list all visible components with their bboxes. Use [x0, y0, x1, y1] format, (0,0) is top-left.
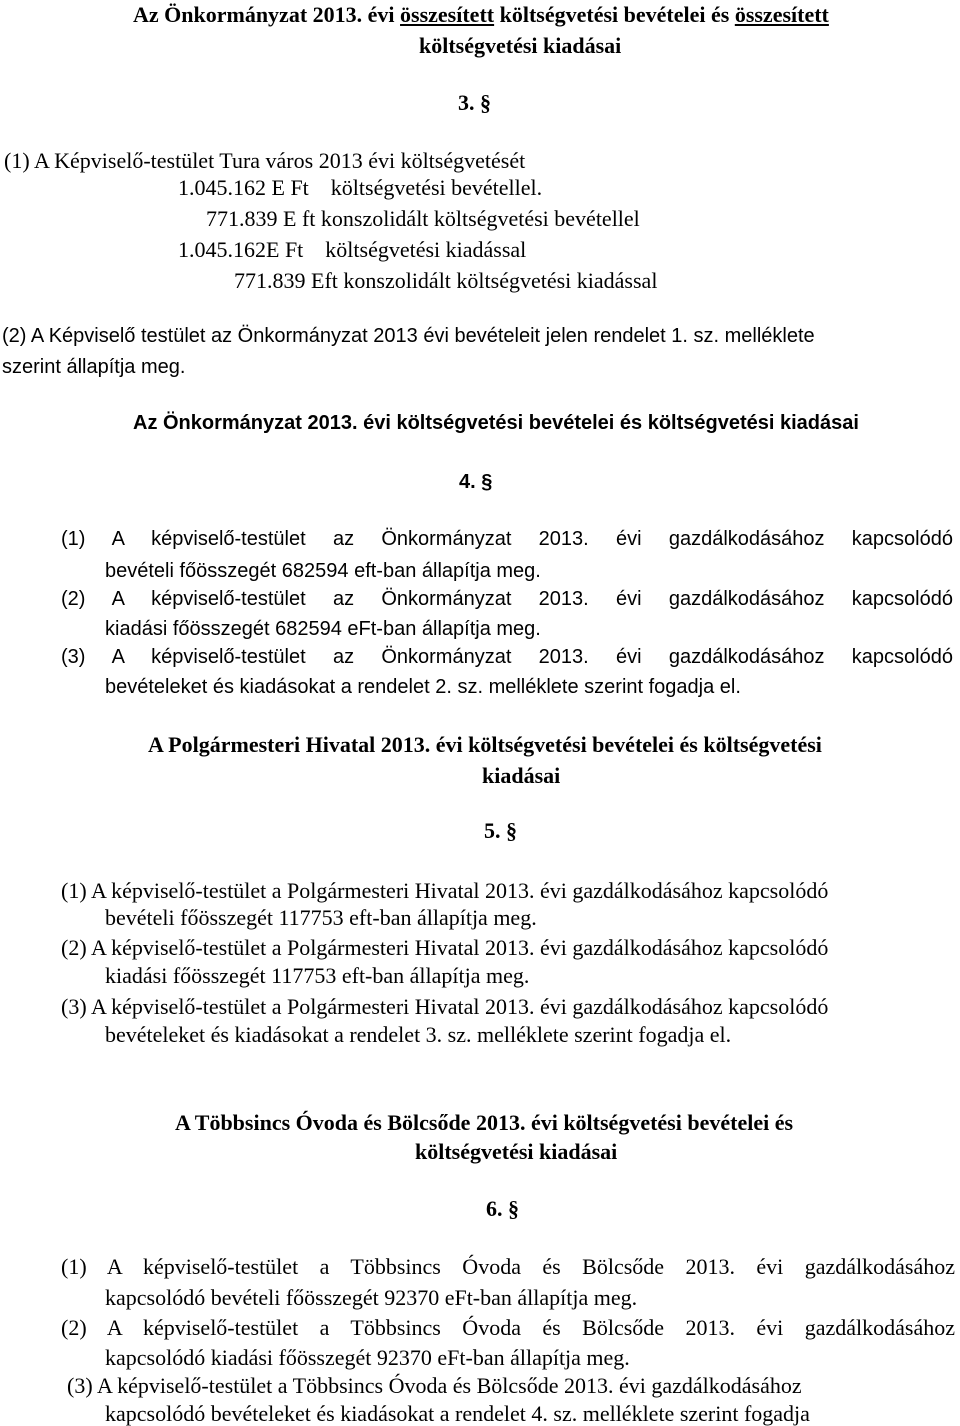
section-3-heading: 3. §	[458, 90, 491, 115]
section-4-title: Az Önkormányzat 2013. évi költségvetési bevételei és költségvetési kiadásai	[133, 412, 859, 434]
document-title-line-2: költségvetési kiadásai	[419, 33, 622, 58]
section-6-item-3-line-2: kapcsolódó bevételeket és kiadásokat a rendelet 4. sz. melléklete szerint fogadja	[105, 1401, 810, 1426]
section-6-title-line-2: költségvetési kiadásai	[415, 1139, 618, 1164]
section-5-item-1-line-1: (1) A képviselő-testület a Polgármesteri Hivatal 2013. évi gazdálkodásához kapcsolódó	[61, 878, 829, 903]
section-6-title-line-1: A Többsincs Óvoda és Bölcsőde 2013. évi költségvetési bevételei és	[175, 1110, 794, 1135]
document-title-line-1	[133, 4, 829, 26]
section-5-title-line-1: A Polgármesteri Hivatal 2013. évi költségvetési bevételei és költségvetési	[148, 732, 822, 757]
section-5-title-line-2: kiadásai	[482, 763, 561, 788]
section-6-item-1-line-1: (1) A képviselő-testület a Többsincs Óvoda és Bölcsőde 2013. évi gazdálkodásához	[61, 1254, 955, 1279]
section-4-heading: 4. §	[459, 471, 493, 493]
section-3-para-2-line-2: szerint állapítja meg.	[2, 356, 186, 378]
section-5-item-2-line-2: kiadási főösszegét 117753 eft-ban állapítja meg.	[105, 963, 530, 988]
title-text-underlined-1: összesített	[400, 2, 495, 27]
section-4-item-1-line-1: (1) A képviselő-testület az Önkormányzat 2013. évi gazdálkodásához kapcsolódó	[61, 528, 953, 550]
section-4-item-3-line-2: bevételeket és kiadásokat a rendelet 2. sz. melléklete szerint fogadja el.	[105, 676, 741, 698]
section-5-item-3-line-1: (3) A képviselő-testület a Polgármesteri Hivatal 2013. évi gazdálkodásához kapcsolódó	[61, 994, 829, 1019]
section-3-para-1-intro: (1) A Képviselő-testület Tura város 2013 évi költségvetését	[4, 148, 526, 173]
title-text-underlined-2: összesített	[734, 2, 829, 27]
section-3-para-1-line-3: 1.045.162E Ft költségvetési kiadással	[178, 237, 527, 262]
section-4-item-3-line-1: (3) A képviselő-testület az Önkormányzat 2013. évi gazdálkodásához kapcsolódó	[61, 646, 953, 668]
title-text-c: költségvetési bevételei és	[494, 2, 735, 27]
section-3-para-1-line-1: 1.045.162 E Ft költségvetési bevétellel.	[178, 175, 543, 200]
section-5-item-3-line-2: bevételeket és kiadásokat a rendelet 3. sz. melléklete szerint fogadja el.	[105, 1022, 732, 1047]
section-6-item-1-line-2: kapcsolódó bevételi főösszegét 92370 eFt-ban állapítja meg.	[105, 1285, 638, 1310]
section-5-item-2-line-1: (2) A képviselő-testület a Polgármesteri Hivatal 2013. évi gazdálkodásához kapcsolódó	[61, 935, 829, 960]
section-4-item-2-line-2: kiadási főösszegét 682594 eFt-ban állapítja meg.	[105, 618, 541, 640]
section-6-item-3-line-1: (3) A képviselő-testület a Többsincs Óvoda és Bölcsőde 2013. évi gazdálkodásához	[67, 1373, 802, 1398]
section-5-item-1-line-2: bevételi főösszegét 117753 eft-ban állapítja meg.	[105, 905, 537, 930]
title-text-a: Az Önkormányzat 2013. évi	[133, 2, 401, 27]
section-4-item-2-line-1: (2) A képviselő-testület az Önkormányzat 2013. évi gazdálkodásához kapcsolódó	[61, 588, 953, 610]
section-6-heading: 6. §	[486, 1196, 519, 1221]
section-6-item-2-line-2: kapcsolódó kiadási főösszegét 92370 eFt-ban állapítja meg.	[105, 1345, 630, 1370]
section-6-item-2-line-1: (2) A képviselő-testület a Többsincs Óvoda és Bölcsőde 2013. évi gazdálkodásához	[61, 1315, 955, 1340]
section-4-item-1-line-2: bevételi főösszegét 682594 eft-ban állapítja meg.	[105, 560, 541, 582]
section-3-para-1-line-4: 771.839 Eft konszolidált költségvetési kiadással	[234, 268, 658, 293]
section-3-para-1-line-2: 771.839 E ft konszolidált költségvetési bevétellel	[206, 206, 640, 231]
section-3-para-2-line-1: (2) A Képviselő testület az Önkormányzat 2013 évi bevételeit jelen rendelet 1. sz. melléklete	[2, 325, 815, 347]
section-5-heading: 5. §	[484, 818, 517, 843]
